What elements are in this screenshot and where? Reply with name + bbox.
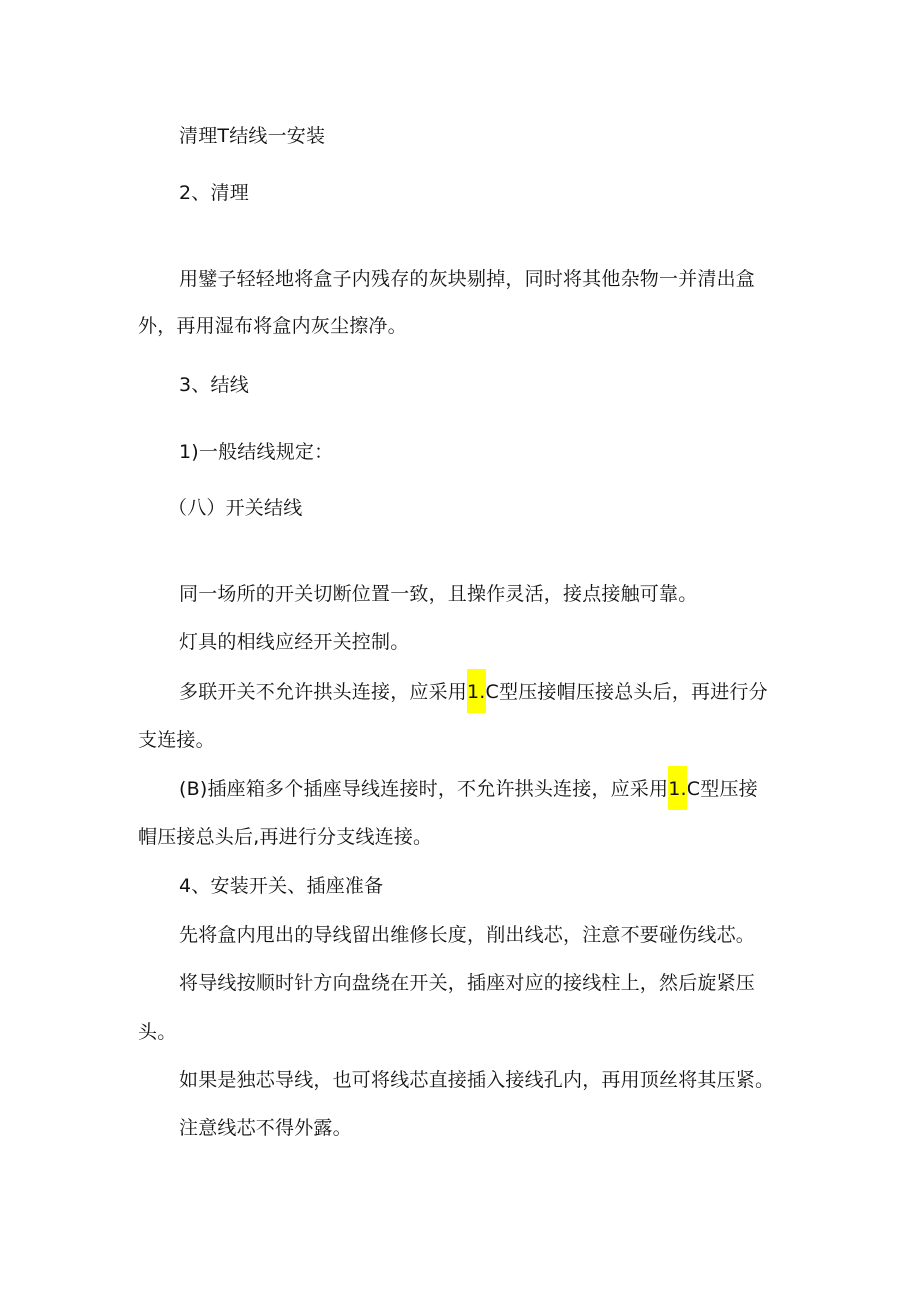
paragraph-wind-wire-line-2: 头。 — [138, 1021, 177, 1043]
paragraph-solid-wire: 如果是独芯导线，也可将线芯直接插入接线孔内，再用顶丝将其压紧。 — [179, 1069, 775, 1091]
heading-wiring: 3、结线 — [179, 374, 249, 396]
paragraph-socket-box-line-1 — [179, 776, 758, 802]
text-segment: C型压接 — [686, 778, 758, 800]
paragraph-multi-switch-line-2: 支连接。 — [138, 729, 215, 751]
heading-install-prep: 4、安装开关、插座准备 — [179, 875, 384, 897]
paragraph-strip-wire: 先将盒内甩出的导线留出维修长度，削出线芯，注意不要碰伤线芯。 — [179, 924, 756, 946]
highlighted-text: 1. — [467, 669, 486, 713]
text-segment: (B)插座箱多个插座导线连接时，不允许拱头连接，应采用 — [179, 778, 669, 800]
paragraph-no-exposed-core: 注意线芯不得外露。 — [179, 1117, 352, 1139]
paragraph-clean-line-1: 用鐾子轻轻地将盒子内残存的灰块剔掉，同时将其他杂物一并清出盒 — [179, 268, 756, 290]
heading-clean: 2、清理 — [179, 182, 249, 204]
paragraph-clean-line-2: 外，再用湿布将盒内灰尘擦净。 — [138, 315, 407, 337]
paragraph-phase-line: 灯具的相线应经开关控制。 — [179, 631, 410, 653]
text-segment: C型压接帽压接总头后，再进行分 — [485, 681, 768, 703]
paragraph-wind-wire-line-1: 将导线按顺时针方向盘绕在开关，插座对应的接线柱上，然后旋紧压 — [179, 972, 756, 994]
heading-general-rules: 1)一般结线规定： — [179, 441, 334, 463]
paragraph-switch-position: 同一场所的开关切断位置一致，且操作灵活，接点接触可靠。 — [179, 583, 698, 605]
highlighted-text: 1. — [668, 766, 687, 810]
paragraph-socket-box-line-2: 帽压接总头后,再进行分支线连接。 — [138, 826, 433, 848]
heading-switch-wiring: （八）开关结线 — [168, 497, 303, 519]
heading-process: 清理T结线一安装 — [179, 125, 326, 147]
text-segment: 多联开关不允许拱头连接，应采用 — [179, 681, 468, 703]
paragraph-multi-switch-line-1 — [179, 679, 768, 705]
